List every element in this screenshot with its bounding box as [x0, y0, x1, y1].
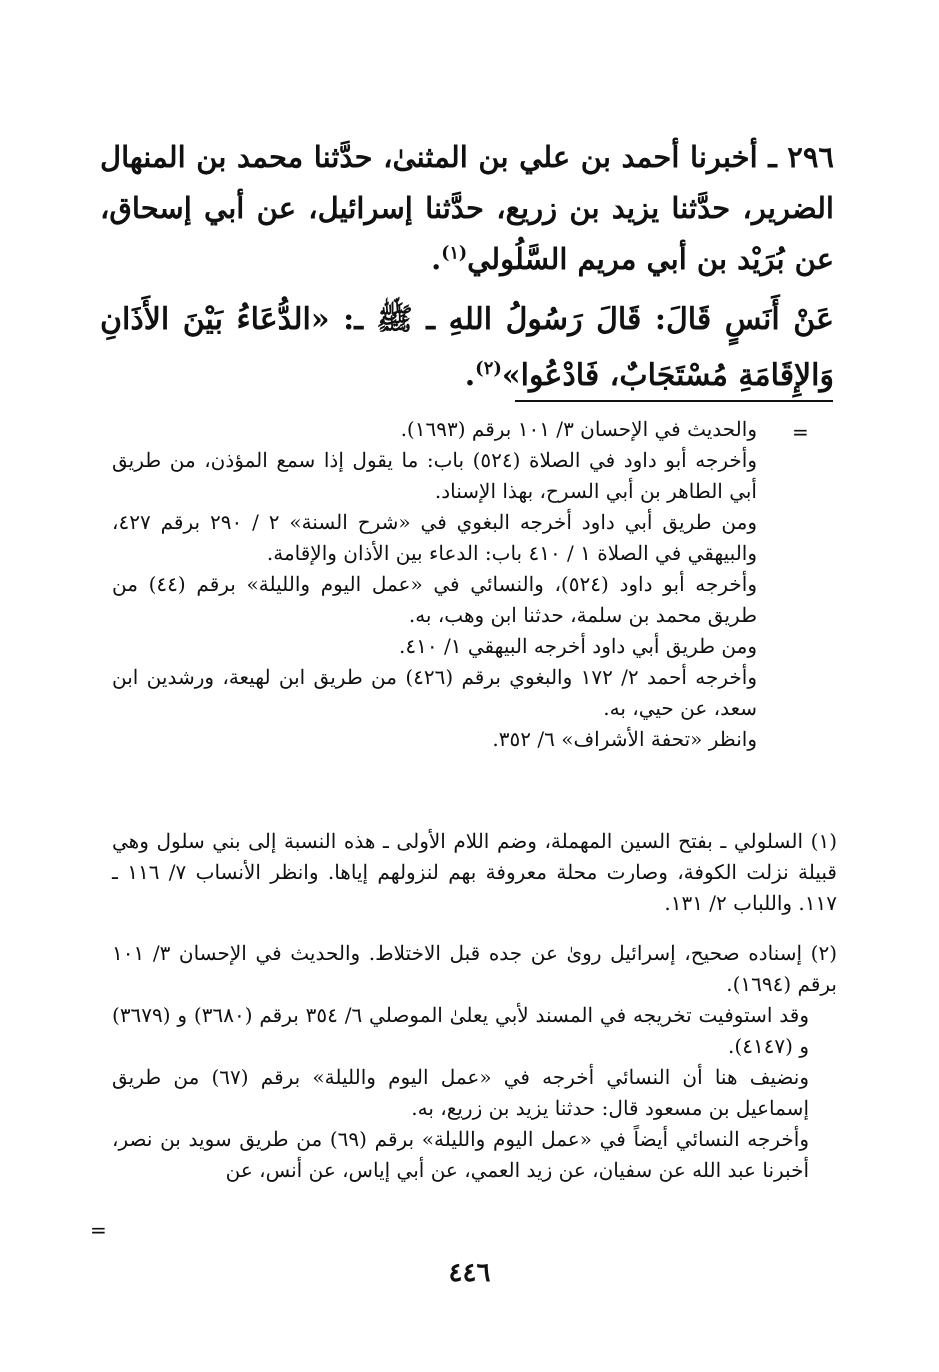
footnote-line: وأخرجه أبو داود (٥٢٤)، والنسائي في «عمل اليوم والليلة» برقم (٤٤) من طريق محمد بن سلمة، حدثنا ابن وهب، به. — [112, 572, 757, 627]
footnote-text: السلولي ـ بفتح السين المهملة، وضم اللام الأولى ـ هذه النسبة إلى بني سلول وهي قبيلة نزلت الكوفة، وصارت محلة معروفة بهم لنزولهم إياها. وانظر الأنساب ٧/ ١١٦ ـ ١١٧. واللباب ٢/ ١٣١. — [112, 829, 837, 915]
footnote-ref-1[interactable]: (١) — [441, 243, 468, 264]
footnote-line: وانظر «تحفة الأشراف» ٦/ ٣٥٢. — [492, 727, 757, 751]
footnote-para: وأخرجه النسائي أيضاً في «عمل اليوم والليلة» برقم (٦٩) من طريق سويد بن نصر، أخبرنا عبد الله عن سفيان، عن زيد العمي، عن أبي إياس، عن أنس، عن — [112, 1127, 810, 1182]
chain-text: ـ أخبرنا أحمد بن علي بن المثنىٰ، حدَّثنا محمد بن المنهال الضرير، حدَّثنا يزيد بن زريع، حدَّثنا إسرائيل، عن أبي إسحاق، عن بُرَيْد بن أبي مريم السَّلُولي — [100, 140, 834, 276]
continues-marker: = — [90, 1218, 107, 1242]
footnote-line: وأخرجه أبو داود في الصلاة (٥٢٤) باب: ما يقول إذا سمع المؤذن، من طريق أبي الطاهر بن أبي السرح، بهذا الإسناد. — [112, 448, 757, 503]
footnote-para: وقد استوفيت تخريجه في المسند لأبي يعلىٰ الموصلي ٦/ ٣٥٤ برقم (٣٦٨٠) و (٣٦٧٩) و (٤١٤٧). — [112, 1003, 809, 1058]
footnote-2 — [112, 938, 837, 1186]
footnote-label: (١) — [810, 829, 838, 853]
hadith-text: عَنْ أَنَسٍ قَالَ: قَالَ رَسُولُ اللهِ ـ ﷺ ـ: «الدُّعَاءُ بَيْنَ الأَذَانِ وَالإِقَامَةِ مُسْتَجَابٌ، فَادْعُوا» — [100, 302, 834, 393]
footnote-1 — [112, 826, 837, 919]
footnote-line: والحديث في الإحسان ٣/ ١٠١ برقم (١٦٩٣). — [400, 417, 757, 441]
hadith-number: ٢٩٦ — [787, 140, 834, 174]
footnote-text: إسناده صحيح، إسرائيل روىٰ عن جده قبل الاختلاط. والحديث في الإحسان ٣/ ١٠١ برقم (١٦٩٤). — [112, 941, 837, 996]
page-number: ٤٤٦ — [448, 1258, 491, 1288]
continuation-marker: = — [792, 420, 809, 444]
footnote-line: ومن طريق أبي داود أخرجه البيهقي ١/ ٤١٠. — [399, 634, 757, 658]
footnote-line: ومن طريق أبي داود أخرجه البغوي في «شرح السنة» ٢ / ٢٩٠ برقم ٤٢٧، والبيهقي في الصلاة ١ / ٤١٠ باب: الدعاء بين الأذان والإقامة. — [112, 510, 758, 565]
footnote-label: (٢) — [810, 941, 837, 965]
footnote-line: وأخرجه أحمد ٢/ ١٧٢ والبغوي برقم (٤٢٦) من طريق ابن لهيعة، ورشدين ابن سعد، عن حيي، به. — [112, 665, 757, 720]
hadith-end: . — [464, 358, 476, 393]
hadith-chain — [100, 132, 834, 285]
continued-footnote — [112, 414, 757, 755]
chain-end: . — [431, 242, 442, 276]
hadith-matn — [100, 292, 834, 404]
footnote-ref-2[interactable]: (٢) — [475, 358, 502, 379]
footnote-separator — [515, 400, 833, 402]
footnote-para: ونضيف هنا أن النسائي أخرجه في «عمل اليوم والليلة» برقم (٦٧) من طريق إسماعيل بن مسعود قال: حدثنا يزيد بن زريع، به. — [112, 1065, 810, 1120]
